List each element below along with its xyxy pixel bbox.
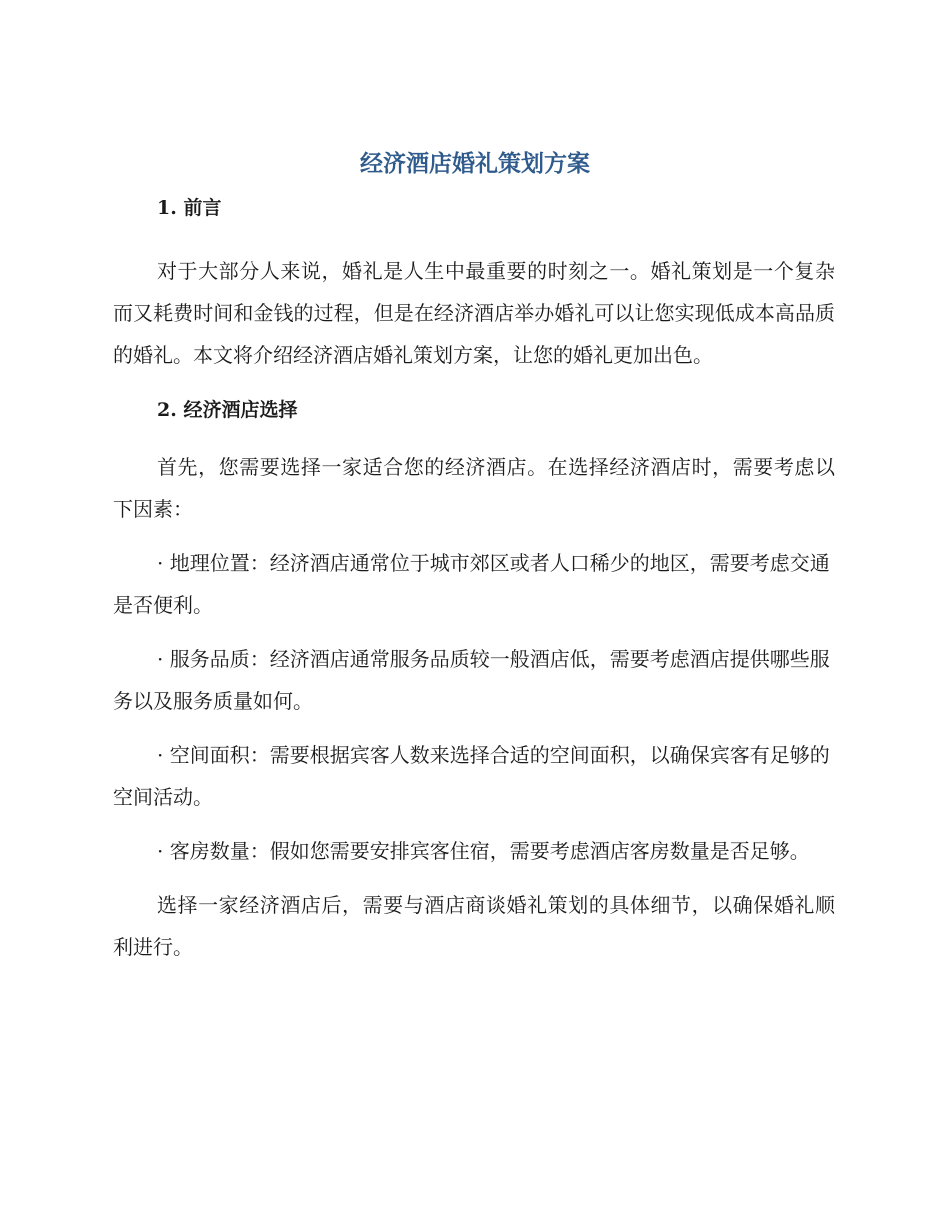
paragraph: 对于大部分人来说，婚礼是人生中最重要的时刻之一。婚礼策划是一个复杂而又耗费时间和金钱的过程，但是在经济酒店举办婚礼可以让您实现低成本高品质的婚礼。本文将介绍经济酒店婚礼策划方案，让您的婚礼更加出色。 — [113, 259, 835, 367]
document-title: 经济酒店婚礼策划方案 — [360, 151, 590, 177]
bullet-item: · 地理位置：经济酒店通常位于城市郊区或者人口稀少的地区，需要考虑交通是否便利。 — [113, 551, 830, 617]
bullet-item: · 空间面积：需要根据宾客人数来选择合适的空间面积，以确保宾客有足够的空间活动。 — [113, 743, 830, 809]
paragraph: 首先，您需要选择一家适合您的经济酒店。在选择经济酒店时，需要考虑以下因素： — [113, 455, 835, 521]
section-heading: 2. 经济酒店选择 — [157, 399, 298, 421]
section-hotel-selection — [113, 390, 835, 968]
paragraph: 选择一家经济酒店后，需要与酒店商谈婚礼策划的具体细节，以确保婚礼顺利进行。 — [113, 893, 835, 959]
document-body — [113, 188, 835, 968]
bullet-item: · 服务品质：经济酒店通常服务品质较一般酒店低，需要考虑酒店提供哪些服务以及服务质量如何。 — [113, 647, 830, 713]
section-introduction — [113, 188, 835, 376]
section-heading: 1. 前言 — [157, 197, 222, 219]
bullet-item: · 客房数量：假如您需要安排宾客住宿，需要考虑酒店客房数量是否足够。 — [157, 839, 810, 863]
